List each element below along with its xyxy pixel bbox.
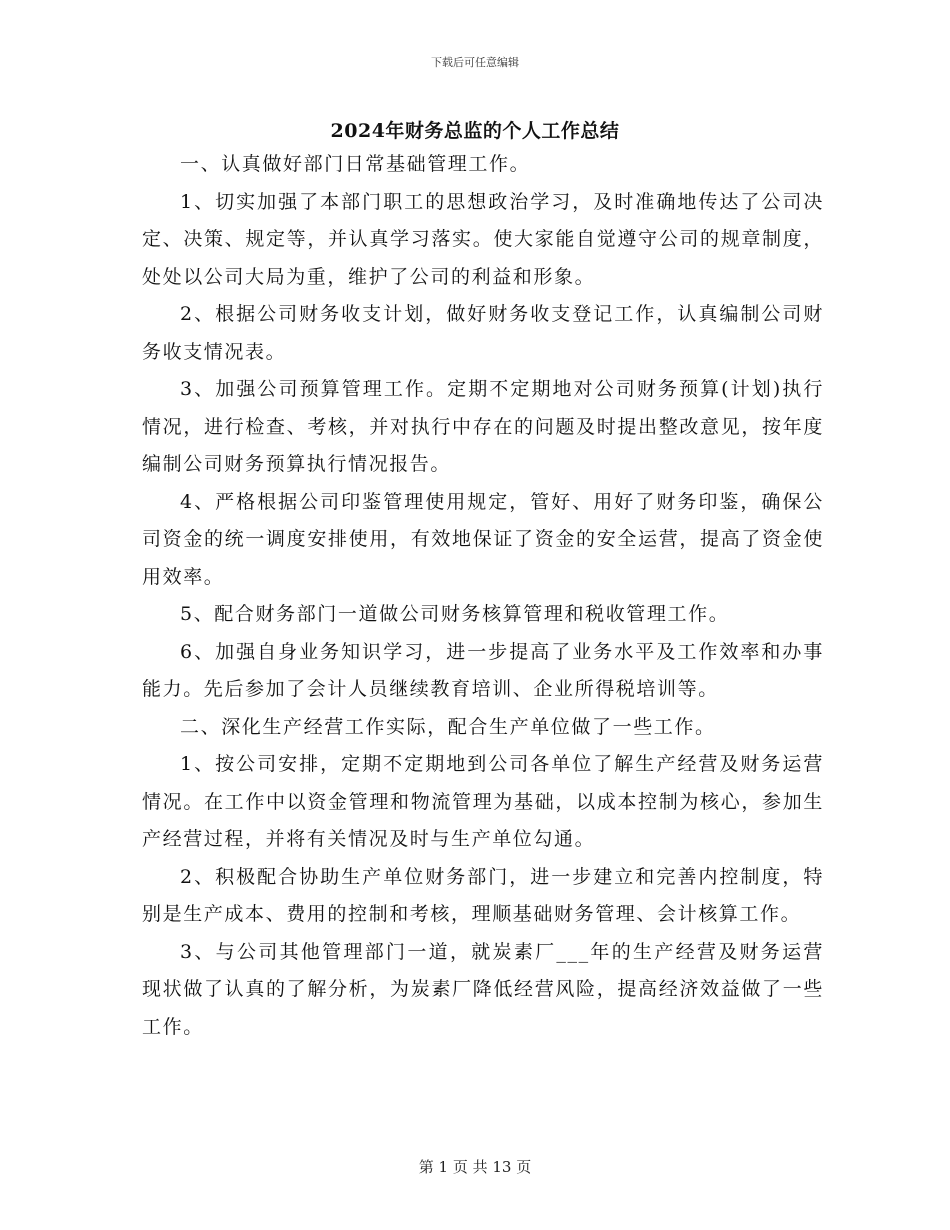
- page-number: 第 1 页 共 13 页: [418, 1158, 532, 1176]
- document-title: 2024年财务总监的个人工作总结: [330, 120, 620, 142]
- paragraph-item: 3、加强公司预算管理工作。定期不定期地对公司财务预算(计划)执行情况，进行检查、考核，并对执行中存在的问题及时提出整改意见，按年度编制公司财务预算执行情况报告。: [142, 378, 824, 475]
- section-heading-1: 一、认真做好部门日常基础管理工作。: [180, 153, 531, 175]
- section-heading-2: 二、深化生产经营工作实际，配合生产单位做了一些工作。: [180, 715, 716, 738]
- paragraph-item: 3、与公司其他管理部门一道，就炭素厂___年的生产经营及财务运营现状做了认真的了解分析，为炭素厂降低经营风险，提高经济效益做了一些工作。: [142, 940, 824, 1038]
- paragraph-item: 5、配合财务部门一道做公司财务核算管理和税收管理工作。: [180, 603, 730, 625]
- document-body: [142, 146, 824, 1046]
- paragraph-item: 6、加强自身业务知识学习，进一步提高了业务水平及工作效率和办事能力。先后参加了会计人员继续教育培训、企业所得税培训等。: [142, 640, 824, 700]
- paragraph-item: 1、切实加强了本部门职工的思想政治学习，及时准确地传达了公司决定、决策、规定等，并认真学习落实。使大家能自觉遵守公司的规章制度，处处以公司大局为重，维护了公司的利益和形象。: [142, 190, 824, 288]
- paragraph-item: 4、严格根据公司印鉴管理使用规定，管好、用好了财务印鉴，确保公司资金的统一调度安排使用，有效地保证了资金的安全运营，提高了资金使用效率。: [142, 490, 824, 588]
- paragraph-item: 1、按公司安排，定期不定期地到公司各单位了解生产经营及财务运营情况。在工作中以资金管理和物流管理为基础，以成本控制为核心，参加生产经营过程，并将有关情况及时与生产单位勾通。: [142, 753, 824, 850]
- header-note: 下载后可任意编辑: [431, 56, 519, 69]
- paragraph-item: 2、积极配合协助生产单位财务部门，进一步建立和完善内控制度，特别是生产成本、费用的控制和考核，理顺基础财务管理、会计核算工作。: [142, 865, 824, 925]
- paragraph-item: 2、根据公司财务收支计划，做好财务收支登记工作，认真编制公司财务收支情况表。: [142, 303, 824, 363]
